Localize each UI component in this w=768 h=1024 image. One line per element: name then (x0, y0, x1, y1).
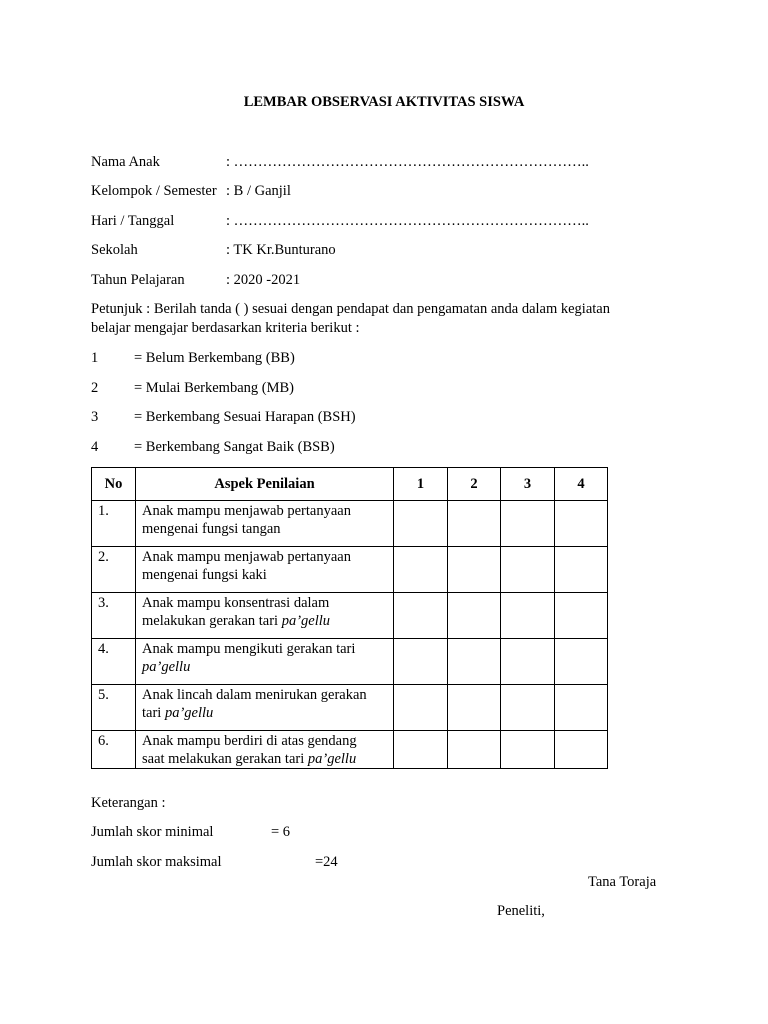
aspect-italic: pa’gellu (281, 613, 331, 629)
score-cell-1[interactable] (394, 685, 448, 731)
row-number: 3. (92, 593, 136, 639)
table-row (92, 639, 608, 685)
criteria-text: = Belum Berkembang (BB) (134, 350, 295, 366)
max-score-value: =24 (315, 854, 338, 870)
table-row (92, 685, 608, 731)
aspect-line: Anak mampu menjawab pertanyaan (142, 503, 351, 519)
place-text: Tana Toraja (588, 874, 657, 890)
min-score-value: = 6 (271, 824, 291, 840)
score-cell-2[interactable] (448, 593, 501, 639)
table-header-row (92, 468, 608, 501)
aspect-italic: pa’gellu (164, 705, 214, 721)
score-cell-4[interactable] (555, 639, 608, 685)
criteria-number: 1 (91, 350, 99, 366)
row-number: 4. (92, 639, 136, 685)
score-cell-3[interactable] (501, 639, 555, 685)
score-cell-2[interactable] (448, 501, 501, 547)
min-score-label: Jumlah skor minimal (91, 824, 214, 840)
score-cell-4[interactable] (555, 685, 608, 731)
signer-label: Peneliti, (497, 903, 545, 919)
row-aspect (136, 685, 394, 731)
criteria-text: = Berkembang Sangat Baik (BSB) (134, 439, 335, 455)
table-row (92, 501, 608, 547)
row-number: 6. (92, 731, 136, 769)
criteria-text: = Berkembang Sesuai Harapan (BSH) (134, 409, 356, 425)
score-cell-2[interactable] (448, 639, 501, 685)
keterangan-label: Keterangan : (91, 795, 166, 811)
criteria-text: = Mulai Berkembang (MB) (134, 380, 294, 396)
field-value-kelompok: : B / Ganjil (226, 183, 291, 199)
score-cell-1[interactable] (394, 639, 448, 685)
score-cell-4[interactable] (555, 547, 608, 593)
field-label-sekolah: Sekolah (91, 242, 138, 258)
row-aspect (136, 731, 394, 769)
max-score-label: Jumlah skor maksimal (91, 854, 222, 870)
header-score-4: 4 (555, 468, 608, 501)
field-value-sekolah: : TK Kr.Bunturano (226, 242, 336, 258)
header-no: No (92, 468, 136, 501)
aspect-line-2 (142, 658, 389, 676)
header-aspek-penilaian: Aspek Penilaian (136, 468, 394, 501)
aspect-line: Anak mampu mengikuti gerakan tari (142, 641, 356, 657)
score-cell-3[interactable] (501, 593, 555, 639)
score-cell-3[interactable] (501, 501, 555, 547)
score-cell-4[interactable] (555, 731, 608, 769)
row-number: 5. (92, 685, 136, 731)
score-cell-1[interactable] (394, 731, 448, 769)
table-row (92, 547, 608, 593)
aspect-text: saat melakukan gerakan tari (142, 751, 308, 767)
aspect-line-2 (142, 704, 389, 722)
aspect-text: melakukan gerakan tari (142, 613, 282, 629)
field-label-nama-anak: Nama Anak (91, 154, 160, 170)
field-value-tahun-pelajaran: : 2020 -2021 (226, 272, 301, 288)
aspect-line: mengenai fungsi kaki (142, 567, 267, 583)
row-aspect (136, 501, 394, 547)
score-cell-1[interactable] (394, 547, 448, 593)
row-number: 2. (92, 547, 136, 593)
field-value-nama-anak: : ……………………………………………………………….. (226, 154, 589, 170)
aspect-line: Anak mampu konsentrasi dalam (142, 595, 330, 611)
criteria-number: 4 (91, 439, 99, 455)
score-cell-4[interactable] (555, 593, 608, 639)
header-score-1: 1 (394, 468, 448, 501)
criteria-number: 2 (91, 380, 99, 396)
page-title: LEMBAR OBSERVASI AKTIVITAS SISWA (243, 94, 525, 110)
table-row (92, 731, 608, 769)
row-aspect (136, 547, 394, 593)
aspect-italic: pa’gellu (142, 659, 191, 675)
aspect-line-2 (142, 750, 389, 768)
header-score-2: 2 (448, 468, 501, 501)
row-aspect (136, 639, 394, 685)
instruction-text: Petunjuk : Berilah tanda ( ) sesuai dengan pendapat dan pengamatan anda dalam kegiatan belajar mengajar berdasarkan kriteria berikut : (91, 301, 610, 336)
row-aspect (136, 593, 394, 639)
criteria-number: 3 (91, 409, 99, 425)
score-cell-2[interactable] (448, 547, 501, 593)
field-label-tahun-pelajaran: Tahun Pelajaran (91, 272, 185, 288)
table-row (92, 593, 608, 639)
score-cell-3[interactable] (501, 731, 555, 769)
score-cell-4[interactable] (555, 501, 608, 547)
row-number: 1. (92, 501, 136, 547)
aspect-italic: pa’gellu (307, 751, 357, 767)
aspect-line: mengenai fungsi tangan (142, 521, 281, 537)
score-cell-2[interactable] (448, 731, 501, 769)
score-cell-1[interactable] (394, 501, 448, 547)
aspect-text: tari (142, 705, 165, 721)
field-label-kelompok: Kelompok / Semester (91, 183, 217, 199)
aspect-line-2 (142, 612, 389, 630)
score-cell-3[interactable] (501, 685, 555, 731)
observation-table (91, 467, 608, 769)
aspect-line: Anak lincah dalam menirukan gerakan (142, 687, 367, 703)
score-cell-3[interactable] (501, 547, 555, 593)
field-value-hari-tanggal: : ……………………………………………………………….. (226, 213, 589, 229)
aspect-line: Anak mampu berdiri di atas gendang (142, 733, 357, 749)
aspect-line: Anak mampu menjawab pertanyaan (142, 549, 351, 565)
field-label-hari-tanggal: Hari / Tanggal (91, 213, 175, 229)
score-cell-2[interactable] (448, 685, 501, 731)
score-cell-1[interactable] (394, 593, 448, 639)
header-score-3: 3 (501, 468, 555, 501)
